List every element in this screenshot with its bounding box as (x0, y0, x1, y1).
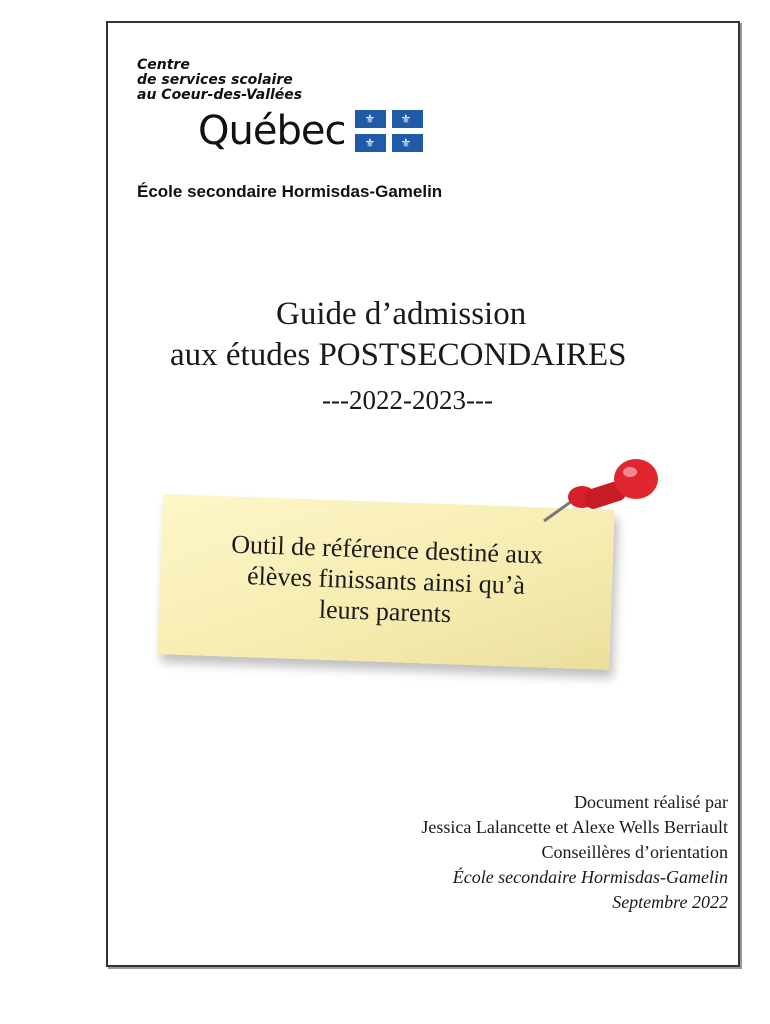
pushpin-icon (532, 455, 672, 535)
credits-authors: Jessica Lalancette et Alexe Wells Berriault (421, 817, 728, 837)
sticky-note (160, 490, 620, 690)
guide-title: Guide d’admission (276, 296, 527, 332)
credits-line-1: Document réalisé par (574, 792, 728, 812)
note-line-3: leurs parents (318, 594, 452, 629)
guide-subtitle: aux études POSTSECONDAIRES (170, 337, 627, 373)
credits-school: École secondaire Hormisdas-Gamelin (452, 867, 728, 887)
school-name: École secondaire Hormisdas-Gamelin (137, 182, 443, 201)
org-line-3: au Coeur-des-Vallées (137, 87, 303, 103)
org-line-2: de services scolaire (137, 72, 293, 88)
note-line-1: Outil de référence destiné aux (230, 529, 544, 570)
note-line-2: élèves finissants ainsi qu’à (246, 561, 526, 600)
quebec-logo (198, 110, 423, 152)
quebec-flag-icon: ⚜ ⚜ ⚜ ⚜ (355, 110, 423, 152)
credits-role: Conseillères d’orientation (541, 842, 728, 862)
credits-block (288, 790, 728, 915)
quebec-wordmark: Québec (198, 108, 346, 154)
organization-name (137, 58, 302, 103)
org-line-1: Centre (137, 57, 190, 73)
note-text (159, 526, 614, 635)
credits-date: Septembre 2022 (612, 892, 728, 912)
guide-year: ---2022-2023--- (322, 385, 493, 415)
